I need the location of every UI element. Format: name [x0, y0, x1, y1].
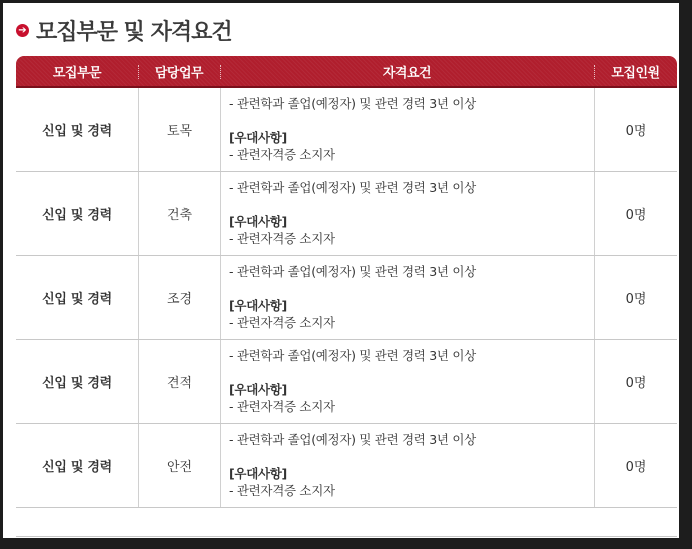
preference-item: - 관련자격증 소지자 [229, 147, 335, 162]
row-duty: 견적 [138, 340, 220, 423]
row-requirements [220, 340, 594, 423]
header-duty: 담당업무 [138, 56, 220, 86]
row-count: 0명 [594, 424, 677, 507]
row-duty: 토목 [138, 88, 220, 171]
preference-item: - 관련자격증 소지자 [229, 231, 335, 246]
row-duty: 건축 [138, 172, 220, 255]
row-category: 신입 및 경력 [42, 460, 112, 475]
requirement-line: - 관련학과 졸업(예정자) 및 관련 경력 3년 이상 [229, 264, 476, 279]
requirement-line: - 관련학과 졸업(예정자) 및 관련 경력 3년 이상 [229, 348, 476, 363]
preference-title: [우대사항] [229, 382, 287, 397]
table-row [16, 424, 677, 508]
arrow-circle-icon: ➔ [16, 24, 29, 37]
preference-item: - 관련자격증 소지자 [229, 399, 335, 414]
preference-title: [우대사항] [229, 130, 287, 145]
header-category: 모집부문 [52, 65, 102, 81]
recruitment-table [16, 56, 677, 537]
row-category: 신입 및 경력 [42, 124, 112, 139]
row-requirements [220, 424, 594, 507]
requirement-line: - 관련학과 졸업(예정자) 및 관련 경력 3년 이상 [229, 432, 476, 447]
row-requirements [220, 172, 594, 255]
page-title-text: 모집부문 및 자격요건 [36, 20, 232, 45]
table-row [16, 172, 677, 256]
page-title [16, 15, 232, 46]
table-row [16, 256, 677, 340]
row-requirements [220, 256, 594, 339]
preference-item: - 관련자격증 소지자 [229, 315, 335, 330]
preference-title: [우대사항] [229, 466, 287, 481]
preference-title: [우대사항] [229, 298, 287, 313]
header-requirements: 자격요건 [220, 56, 594, 86]
table-row [16, 340, 677, 424]
row-requirements [220, 88, 594, 171]
row-category: 신입 및 경력 [42, 208, 112, 223]
preference-title: [우대사항] [229, 214, 287, 229]
requirement-line: - 관련학과 졸업(예정자) 및 관련 경력 3년 이상 [229, 96, 476, 111]
row-count: 0명 [594, 340, 677, 423]
table-header-row [16, 56, 677, 88]
requirement-line: - 관련학과 졸업(예정자) 및 관련 경력 3년 이상 [229, 180, 476, 195]
row-count: 0명 [594, 172, 677, 255]
row-count: 0명 [594, 88, 677, 171]
header-count: 모집인원 [594, 56, 677, 86]
table-footer [16, 508, 677, 537]
row-duty: 안전 [138, 424, 220, 507]
preference-item: - 관련자격증 소지자 [229, 483, 335, 498]
row-category: 신입 및 경력 [42, 292, 112, 307]
table-row [16, 88, 677, 172]
row-count: 0명 [594, 256, 677, 339]
row-category: 신입 및 경력 [42, 376, 112, 391]
row-duty: 조경 [138, 256, 220, 339]
